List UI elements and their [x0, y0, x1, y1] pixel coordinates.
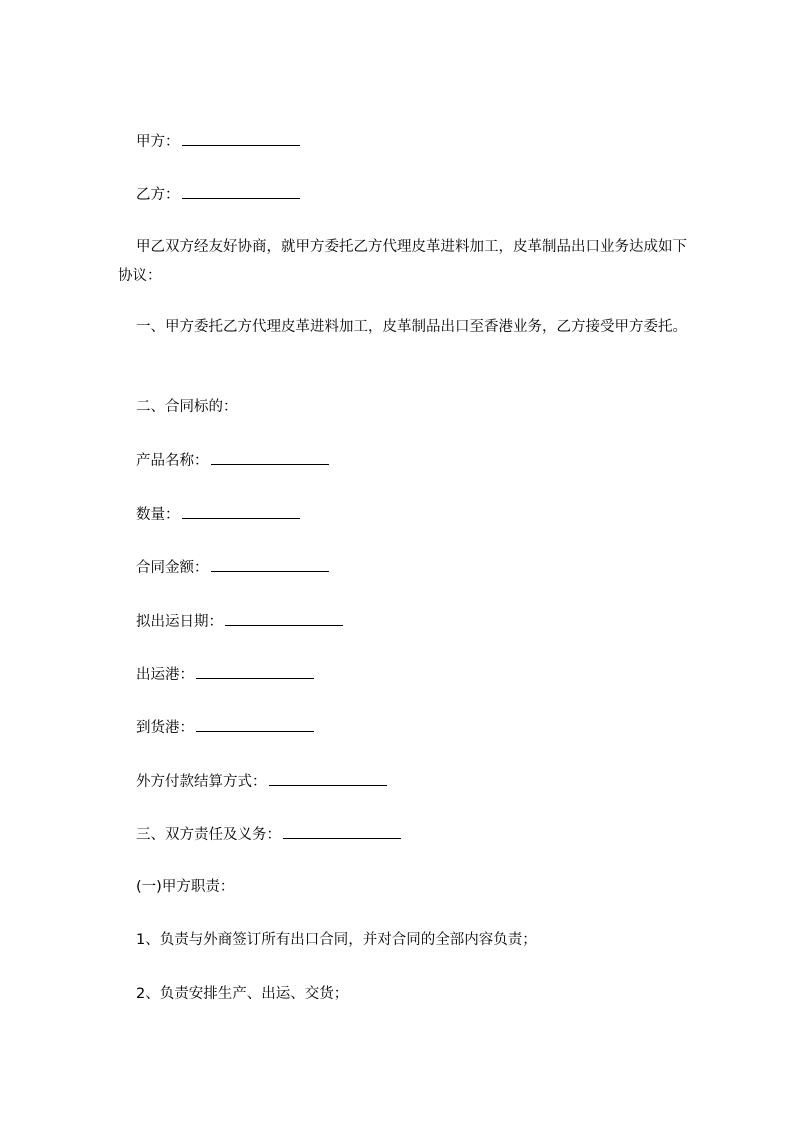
clause-three-blank[interactable] [283, 824, 401, 839]
party-a-line [136, 131, 300, 152]
product-name-blank[interactable] [211, 450, 329, 465]
product-name-label: 产品名称： [136, 453, 209, 469]
port-of-arrival-blank[interactable] [196, 717, 314, 732]
clause-three-line [136, 824, 401, 845]
quantity-label: 数量： [136, 507, 180, 523]
ship-date-line [136, 611, 343, 632]
duty-item-1: 1、负责与外商签订所有出口合同，并对合同的全部内容负责； [136, 932, 537, 948]
party-b-label: 乙方： [136, 187, 180, 203]
party-a-blank[interactable] [182, 131, 300, 146]
party-b-line [136, 184, 300, 205]
quantity-line [136, 504, 300, 525]
payment-method-blank[interactable] [269, 771, 387, 786]
amount-blank[interactable] [211, 557, 329, 572]
product-name-line [136, 450, 329, 471]
quantity-blank[interactable] [182, 504, 300, 519]
port-of-arrival-line [136, 717, 314, 738]
amount-label: 合同金额： [136, 560, 209, 576]
clause-one-paragraph: 一、甲方委托乙方代理皮革进料加工，皮革制品出口至香港业务，乙方接受甲方委托。 [136, 319, 687, 335]
party-a-duties-heading: (一)甲方职责： [136, 879, 235, 895]
ship-date-label: 拟出运日期： [136, 614, 223, 630]
ship-date-blank[interactable] [225, 611, 343, 626]
party-a-label: 甲方： [136, 134, 180, 150]
payment-method-line [136, 771, 387, 792]
clause-two-heading: 二、合同标的： [136, 399, 238, 415]
port-of-arrival-label: 到货港： [136, 720, 194, 736]
clause-three-heading: 三、双方责任及义务： [136, 827, 281, 843]
intro-paragraph: 甲乙双方经友好协商，就甲方委托乙方代理皮革进料加工，皮革制品出口业务达成如下协议： [118, 239, 687, 284]
amount-line [136, 557, 329, 578]
port-of-shipment-line [136, 664, 314, 685]
port-of-shipment-label: 出运港： [136, 667, 194, 683]
duty-item-2: 2、负责安排生产、出运、交货； [136, 986, 349, 1002]
party-b-blank[interactable] [182, 184, 300, 199]
port-of-shipment-blank[interactable] [196, 664, 314, 679]
payment-method-label: 外方付款结算方式： [136, 774, 267, 790]
